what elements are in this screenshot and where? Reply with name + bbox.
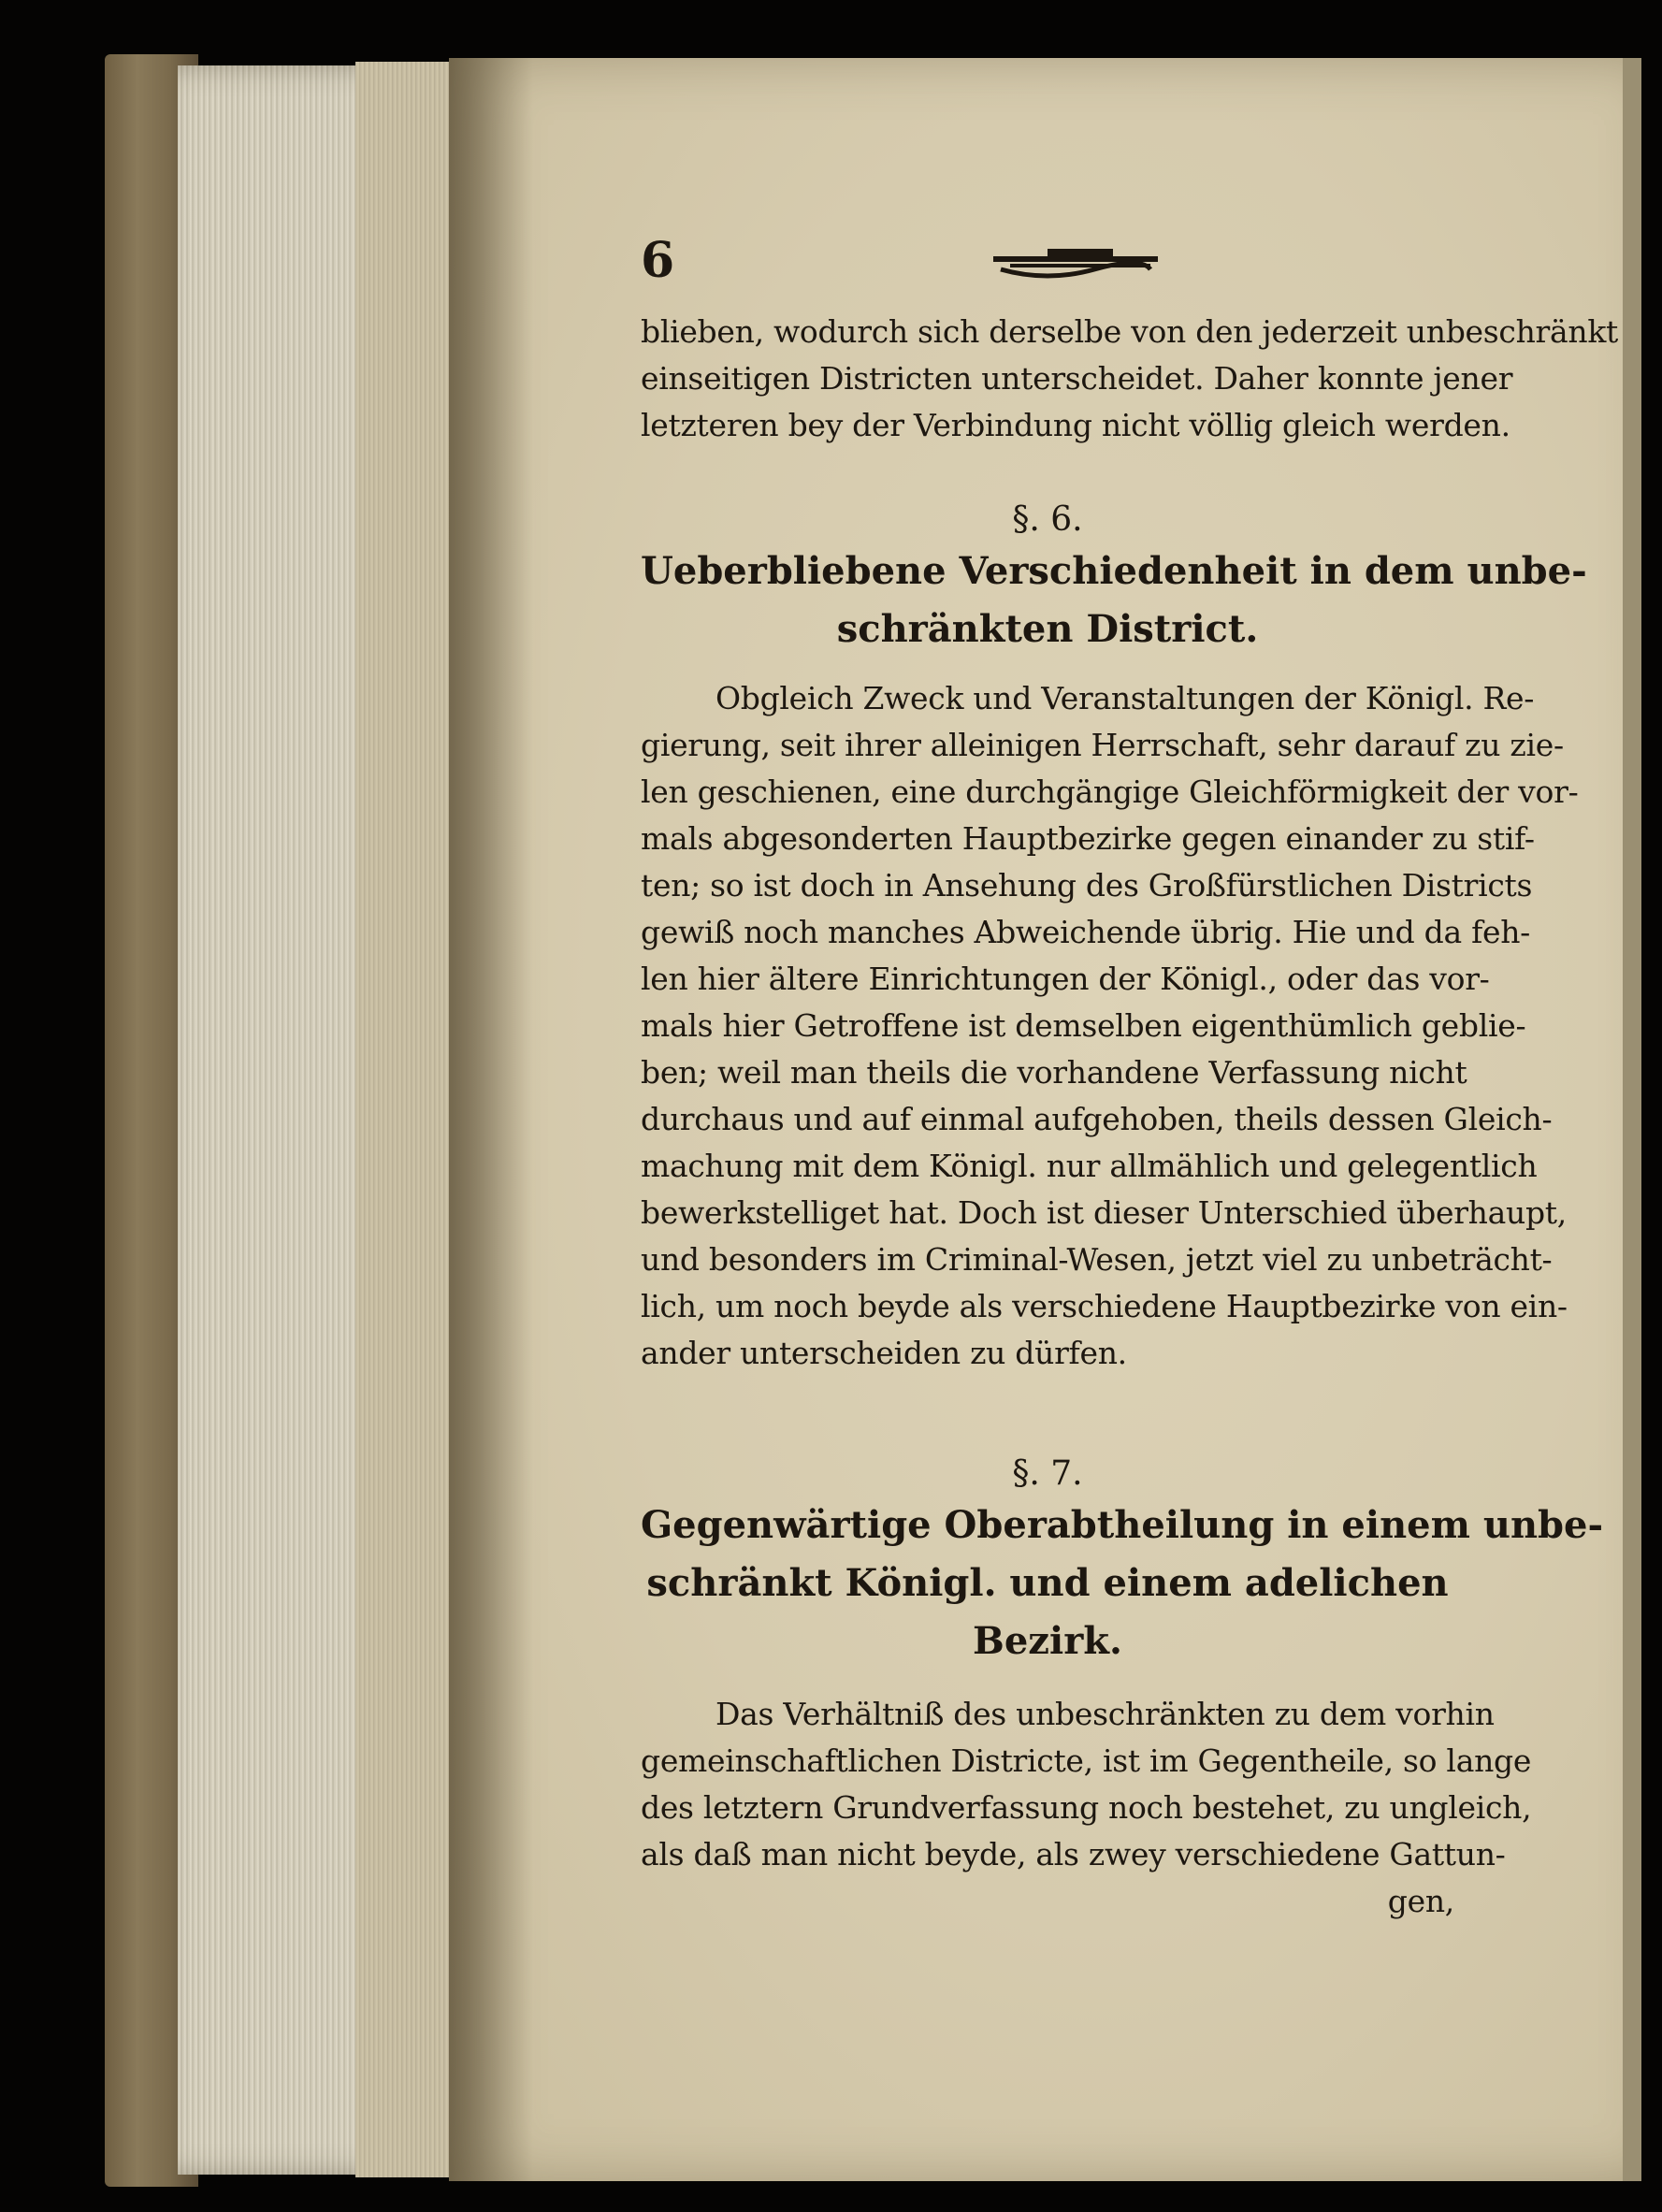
text-line: len geschienen, eine durchgängige Gleichförmigkeit der vor- — [641, 773, 1579, 810]
heading-line: schränkten District. — [836, 607, 1259, 651]
text-line: des letztern Grundverfassung noch bestehet, zu ungleich, — [641, 1789, 1532, 1826]
page-header — [641, 232, 1454, 297]
text-line: letzteren bey der Verbindung nicht völlig gleich werden. — [641, 407, 1510, 443]
text-line: blieben, wodurch sich derselbe von den jederzeit unbeschränkt — [641, 313, 1618, 350]
text-line: ben; weil man theils die vorhandene Verfassung nicht — [641, 1054, 1467, 1091]
intro-paragraph — [641, 309, 1618, 449]
text-line: mals abgesonderten Hauptbezirke gegen einander zu stif- — [641, 820, 1535, 857]
text-line: len hier ältere Einrichtungen der Königl., oder das vor- — [641, 961, 1490, 997]
text-line: gierung, seit ihrer alleinigen Herrschaft, sehr darauf zu zie- — [641, 727, 1564, 763]
text-line: Das Verhältniß des unbeschränkten zu dem vorhin — [715, 1696, 1495, 1732]
text-line: machung mit dem Königl. nur allmählich und gelegentlich — [641, 1148, 1538, 1184]
page-number: 6 — [641, 232, 675, 289]
text-line: gewiß noch manches Abweichende übrig. Hie und da feh- — [641, 914, 1531, 950]
section-6-heading — [641, 542, 1587, 658]
text-line: lich, um noch beyde als verschiedene Hauptbezirke von ein- — [641, 1288, 1568, 1324]
heading-line: Gegenwärtige Oberabtheilung in einem unbe- — [641, 1503, 1604, 1547]
text-line: durchaus und auf einmal aufgehoben, theils dessen Gleich- — [641, 1101, 1553, 1137]
text-line: ander unterscheiden zu dürfen. — [641, 1335, 1127, 1371]
heading-line: Bezirk. — [973, 1619, 1122, 1663]
catchword: gen, — [1387, 1883, 1454, 1919]
section-7-paragraph — [641, 1691, 1532, 1925]
facing-page-edge — [1623, 58, 1641, 2181]
text-line: mals hier Getroffene ist demselben eigenthümlich geblie- — [641, 1007, 1526, 1044]
header-ornament-icon — [991, 245, 1160, 282]
text-line: einseitigen Districten unterscheidet. Daher konnte jener — [641, 360, 1513, 397]
text-line: Obgleich Zweck und Veranstaltungen der Königl. Re- — [715, 680, 1535, 716]
gutter-shadow — [449, 58, 533, 2181]
text-line: ten; so ist doch in Ansehung des Großfürstlichen Districts — [641, 867, 1533, 904]
text-line: bewerkstelliget hat. Doch ist dieser Unterschied überhaupt, — [641, 1194, 1567, 1231]
section-7-number: §. 7. — [1012, 1454, 1083, 1493]
section-6-paragraph — [641, 675, 1579, 1377]
text-line: als daß man nicht beyde, als zwey verschiedene Gattun- — [641, 1836, 1506, 1872]
section-7-heading — [641, 1496, 1604, 1670]
text-line: gemeinschaftlichen Districte, ist im Gegentheile, so lange — [641, 1742, 1532, 1779]
page-block-inner-edges — [355, 62, 458, 2177]
text-line: und besonders im Criminal-Wesen, jetzt viel zu unbeträcht- — [641, 1241, 1553, 1278]
section-6-number: §. 6. — [1012, 500, 1083, 539]
heading-line: schränkt Königl. und einem adelichen — [646, 1561, 1449, 1605]
heading-line: Ueberbliebene Verschiedenheit in dem unbe- — [641, 549, 1587, 593]
